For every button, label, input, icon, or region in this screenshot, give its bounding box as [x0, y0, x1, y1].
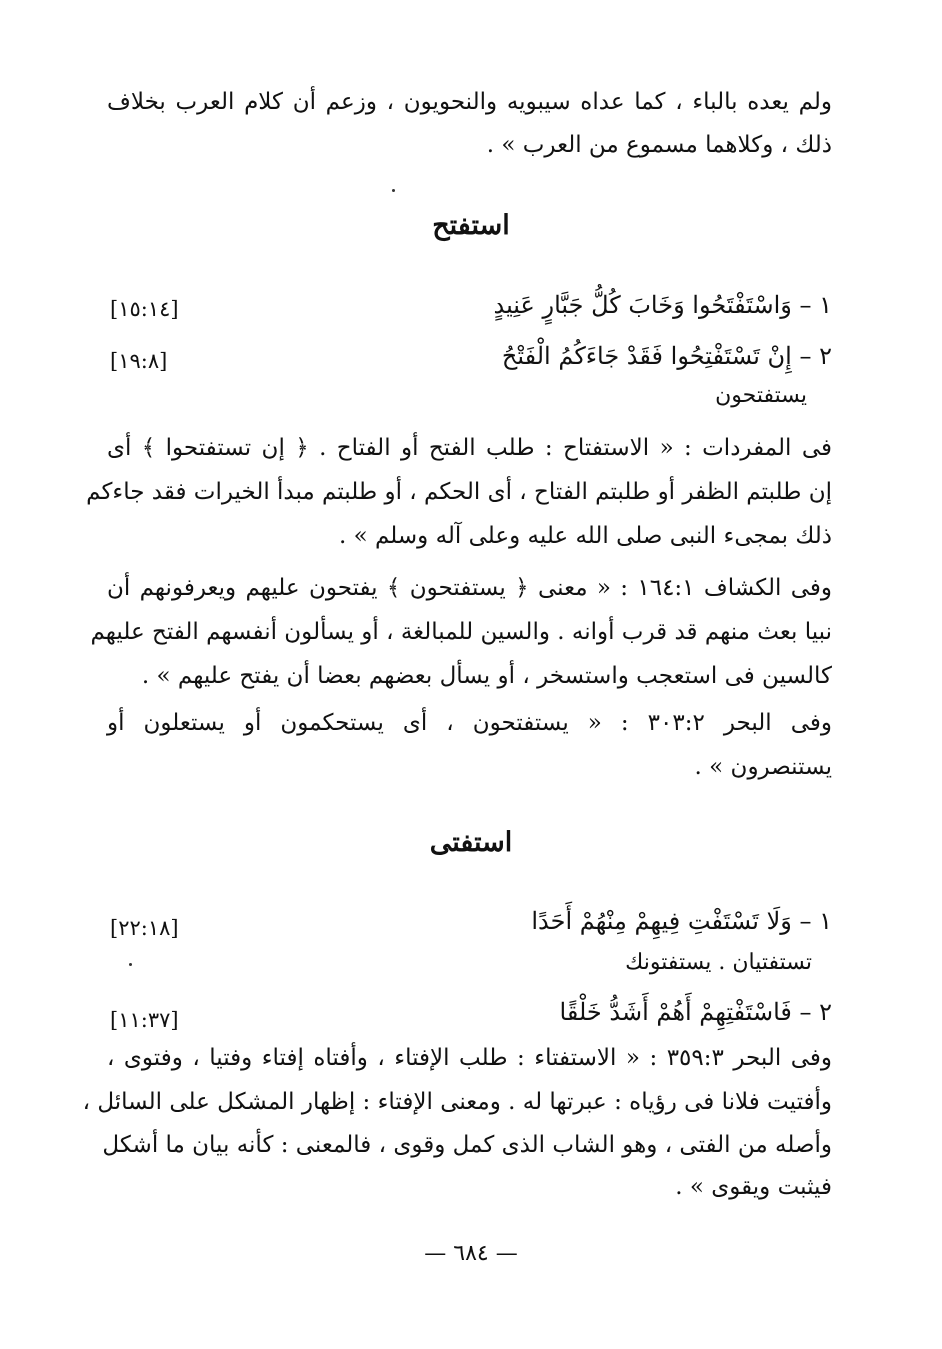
- page-number: — ٦٨٤ —: [424, 1241, 518, 1266]
- kashshaf-line-1: وفى الكشاف ١٦٤:١ : « معنى ﴿ يستفتحون ﴾ يفتحون عليهم ويعرفونهم أن: [107, 575, 832, 601]
- bahr-line-1: وفى البحر ٣٠٣:٢ : « يستفتحون ، أى يستحكمون أو يستعلون أو: [107, 710, 832, 736]
- bahr2-line-1: وفى البحر ٣٥٩:٣ : « الاستفتاء : طلب الإفتاء ، وأفتاه إفتاء وفتيا ، وفتوى ،: [107, 1045, 832, 1071]
- verse-3-reference: [٢٢:١٨]: [110, 916, 179, 940]
- derived-forms-2: تستفتيان . يستفتونك: [625, 950, 812, 975]
- entry-heading-istaftaha: استفتح: [432, 210, 510, 241]
- mufradat-line-1: فى المفردات : « الاستفتاح : طلب الفتح أو الفتاح . ﴿ إن تستفتحوا ﴾ أى: [107, 435, 832, 461]
- bahr-line-2: يستنصرون » .: [694, 754, 832, 780]
- derived-forms: يستفتحون: [715, 383, 807, 408]
- bahr2-line-4: فيثبت ويقوى » .: [675, 1174, 832, 1200]
- intro-line-1: ولم يعده بالباء ، كما عداه سيبويه والنحويون ، وزعم أن كلام العرب بخلاف: [107, 89, 832, 115]
- verse-2-reference: [١٩:٨]: [110, 349, 168, 373]
- scan-speck: [392, 189, 395, 192]
- verse-4-reference: [١١:٣٧]: [110, 1008, 179, 1032]
- kashshaf-line-2: نبيا بعث منهم قد قرب أوانه . والسين للمبالغة ، أو يسألون أنفسهم الفتح عليهم: [90, 619, 832, 645]
- verse-2-text: ٢ – إِنْ تَسْتَفْتِحُوا فَقَدْ جَاءَكُمُ الْفَتْحُ: [501, 342, 832, 370]
- verse-4-text: ٢ – فَاسْتَفْتِهِمْ أَهُمْ أَشَدُّ خَلْقًا: [559, 998, 832, 1026]
- intro-line-2: ذلك ، وكلاهما مسموع من العرب » .: [486, 132, 832, 158]
- kashshaf-line-3: كالسين فى استعجب واستسخر ، أو يسأل بعضهم بعضا أن يفتح عليهم » .: [141, 663, 832, 689]
- scan-speck: [129, 963, 132, 966]
- mufradat-line-2: إن طلبتم الظفر أو طلبتم الفتاح ، أى الحكم ، أو طلبتم مبدأ الخيرات فقد جاءكم: [86, 479, 832, 505]
- bahr2-line-2: وأفتيت فلانا فى رؤياه : عبرتها له . ومعنى الإفتاء : إظهار المشكل على السائل ،: [82, 1089, 832, 1115]
- verse-1-text: ١ – وَاسْتَفْتَحُوا وَخَابَ كُلُّ جَبَّارٍ عَنِيدٍ: [493, 291, 832, 319]
- mufradat-line-3: ذلك بمجىء النبى صلى الله عليه وعلى آله وسلم » .: [338, 523, 832, 549]
- verse-1-reference: [١٥:١٤]: [110, 297, 179, 321]
- bahr2-line-3: وأصله من الفتى ، وهو الشاب الذى كمل وقوى ، فالمعنى : كأنه بيان ما أشكل: [102, 1132, 832, 1158]
- entry-heading-istafta: استفتى: [429, 827, 513, 858]
- verse-3-text: ١ – وَلَا تَسْتَفْتِ فِيهِمْ مِنْهُمْ أَحَدًا: [531, 907, 832, 935]
